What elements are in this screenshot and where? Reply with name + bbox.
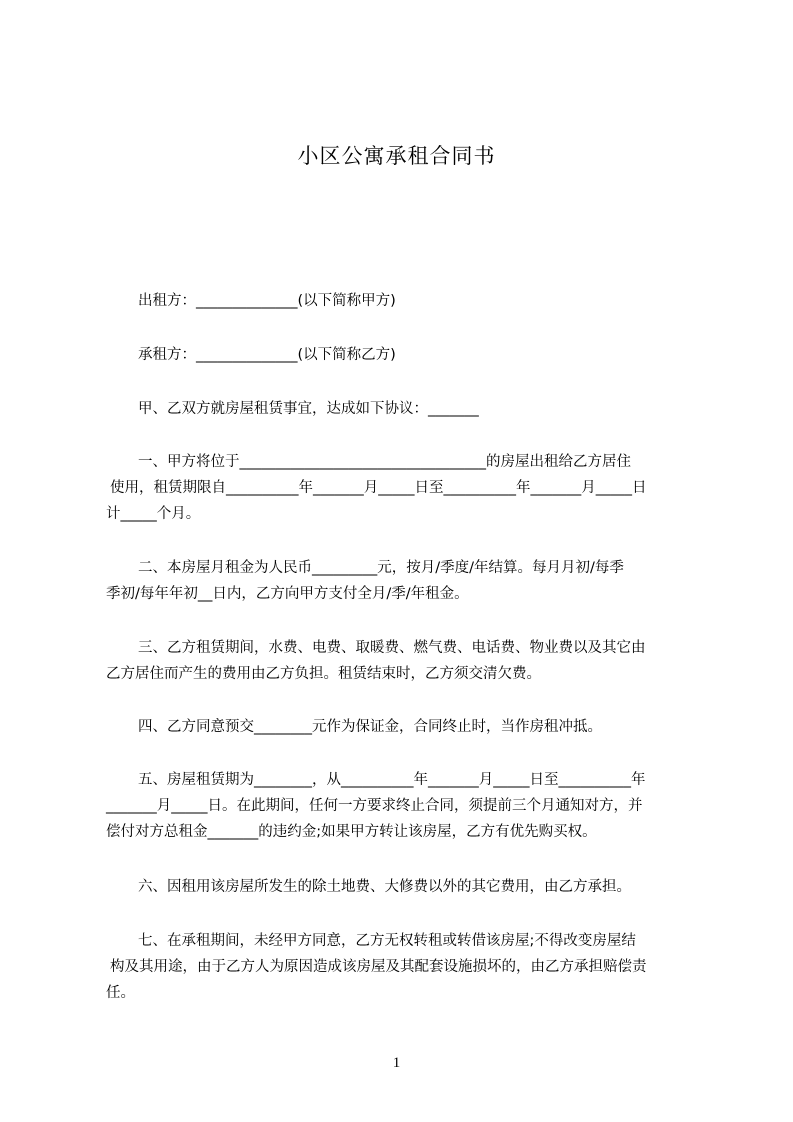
page-number: 1 — [392, 1055, 401, 1071]
clause-5-line: 偿付对方总租金_______的违约金;如果甲方转让该房屋，乙方有优先购买权。 — [106, 824, 597, 840]
clause-2 — [106, 555, 700, 607]
clause-2-line: 季初/每年年初__日内，乙方向甲方支付全月/季/年租金。 — [106, 586, 469, 602]
clause-4-line: 四、乙方同意预交________元作为保证金，合同终止时，当作房租冲抵。 — [138, 719, 602, 735]
intro-text: 甲、乙双方就房屋租赁事宜，达成如下协议：_______ — [138, 401, 479, 417]
clause-5-line: _______月_____日。在此期间，任何一方要求终止合同，须提前三个月通知对方，并 — [106, 798, 643, 814]
clause-3 — [106, 635, 700, 687]
intro-line — [106, 396, 700, 422]
clause-7-line: 任。 — [106, 985, 135, 1001]
party-b-line — [106, 342, 700, 368]
clause-4 — [106, 714, 700, 740]
document-title: 小区公寓承租合同书 — [297, 144, 496, 168]
clause-7-line: 七、在承租期间，未经甲方同意，乙方无权转租或转借该房屋;不得改变房屋结 — [138, 933, 636, 949]
party-b-text: 承租方：______________(以下简称乙方) — [138, 347, 396, 363]
clause-3-line: 乙方居住而产生的费用由乙方负担。租赁结束时，乙方须交清欠费。 — [106, 666, 541, 682]
party-a-text: 出租方：______________(以下简称甲方) — [138, 293, 396, 309]
clause-1-line: 计_____个月。 — [106, 506, 201, 522]
clause-5 — [106, 767, 700, 845]
clause-3-line: 三、乙方租赁期间，水费、电费、取暖费、燃气费、电话费、物业费以及其它由 — [138, 640, 646, 656]
clause-7-line: 构及其用途，由于乙方人为原因造成该房屋及其配套设施损坏的，由乙方承担赔偿责 — [110, 959, 647, 975]
clause-1-line: 使用，租赁期限自__________年_______月_____日至__________年_______月_____日 — [110, 480, 647, 496]
clause-6-line: 六、因租用该房屋所发生的除土地费、大修费以外的其它费用，由乙方承担。 — [138, 879, 631, 895]
clause-7 — [106, 928, 700, 1006]
clause-1-line: 一、甲方将位于__________________________________的房屋出租给乙方居住 — [138, 454, 631, 470]
clause-5-line: 五、房屋租赁期为________，从__________年_______月_____日至__________年 — [138, 772, 646, 788]
clause-1 — [106, 449, 700, 527]
clause-2-line: 二、本房屋月租金为人民币_________元，按月/季度/年结算。每月月初/每季 — [138, 560, 624, 576]
clause-6 — [106, 874, 700, 900]
party-a-line — [106, 288, 700, 314]
